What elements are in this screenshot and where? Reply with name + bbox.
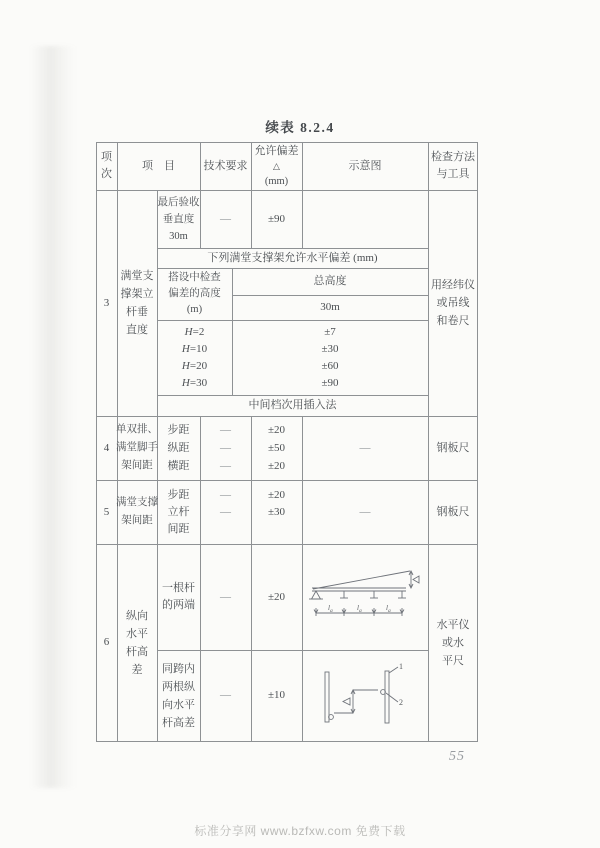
callout-1: 1 <box>399 662 403 671</box>
row3-total-height-value: 30m <box>320 301 340 313</box>
watermark: 标准分享网 www.bzfxw.com 免费下载 <box>194 824 406 838</box>
row3-band-interp: 中间档次用插入法 <box>248 399 337 411</box>
row6a-item: 一根杆 的两端 <box>162 582 195 611</box>
header-item-no: 项 次 <box>101 151 112 180</box>
pole-ends-height-diagram <box>302 558 420 618</box>
two-poles-height-diagram <box>320 656 412 731</box>
pinned-support-icon <box>312 591 321 599</box>
delta-icon: △ <box>273 160 280 171</box>
row5-no: 5 <box>103 505 110 518</box>
row6a-tech: — <box>220 590 231 603</box>
scan-fold-shadow <box>30 46 76 788</box>
row4-item: 单双排、 满堂脚手 架间距 <box>116 424 158 471</box>
row5-dev: ±20 ±30 <box>267 488 286 518</box>
span-label-la: $l_a$ <box>357 604 362 614</box>
row3-band-allow: 下列满堂支撑架允许水平偏差 (mm) <box>207 251 378 264</box>
row6-no: 6 <box>103 636 110 648</box>
deviation-table <box>96 142 478 742</box>
row6b-tech: — <box>220 689 231 701</box>
row3-total-height: 总高度 <box>313 275 347 287</box>
row6-method: 水平仪 或水 平尺 <box>436 618 470 667</box>
row3-height-label: 搭设中检查 偏差的高度 (m) <box>168 272 221 315</box>
delta-icon <box>413 576 419 583</box>
header-tech: 技术要求 <box>203 159 248 172</box>
row3-no: 3 <box>103 296 110 309</box>
row6b-dev: ±10 <box>267 689 286 701</box>
row3-final-check-tech: — <box>220 212 231 225</box>
span-label-la: $l_a$ <box>328 604 333 614</box>
row6-item: 纵向 水平 杆高 差 <box>126 609 148 676</box>
header-deviation: 允许偏差 △ (mm) <box>254 144 299 187</box>
row6a-dev: ±20 <box>267 590 286 603</box>
header-method: 检查方法 与工具 <box>431 151 475 180</box>
row3-final-check-item: 最后验收 垂直度 30m <box>157 196 200 242</box>
gridline-h <box>96 741 478 742</box>
row3-method: 用经纬仪 或吊线 和卷尺 <box>431 279 475 327</box>
header-item: 项 目 <box>142 159 175 172</box>
row3-item: 满堂支 撑架立 杆垂 直度 <box>120 270 154 336</box>
row5-sub-items: 步距 立杆 间距 <box>167 488 190 535</box>
row4-dev: ±20 ±50 ±20 <box>267 424 286 472</box>
span-label-la: $l_a$ <box>386 604 391 614</box>
row4-sub-items: 步距 纵距 横距 <box>167 424 190 472</box>
row4-no: 4 <box>103 441 110 454</box>
header-diagram: 示意图 <box>348 159 382 172</box>
row4-tech: — — — <box>220 424 231 472</box>
row5-item: 满堂支撑 架间距 <box>116 497 158 526</box>
delta-icon <box>343 698 350 705</box>
table-title: 续表 8.2.4 <box>265 120 335 135</box>
row3-h-values: H=2 H=10 H=20 H=30 <box>181 325 208 389</box>
row5-diagram: — <box>359 505 371 518</box>
row5-tech: — — <box>220 488 231 518</box>
callout-2: 2 <box>399 698 403 707</box>
row6b-item: 同跨内 两根纵 向水平 杆高差 <box>162 662 195 729</box>
row3-h-deviations: ±7 ±30 ±60 ±90 <box>321 325 339 389</box>
row4-diagram: — <box>359 441 371 454</box>
row4-method: 钢板尺 <box>436 441 470 454</box>
row3-final-check-dev: ±90 <box>267 212 286 225</box>
page-number: 55 <box>449 749 465 764</box>
row5-method: 钢板尺 <box>436 505 470 518</box>
